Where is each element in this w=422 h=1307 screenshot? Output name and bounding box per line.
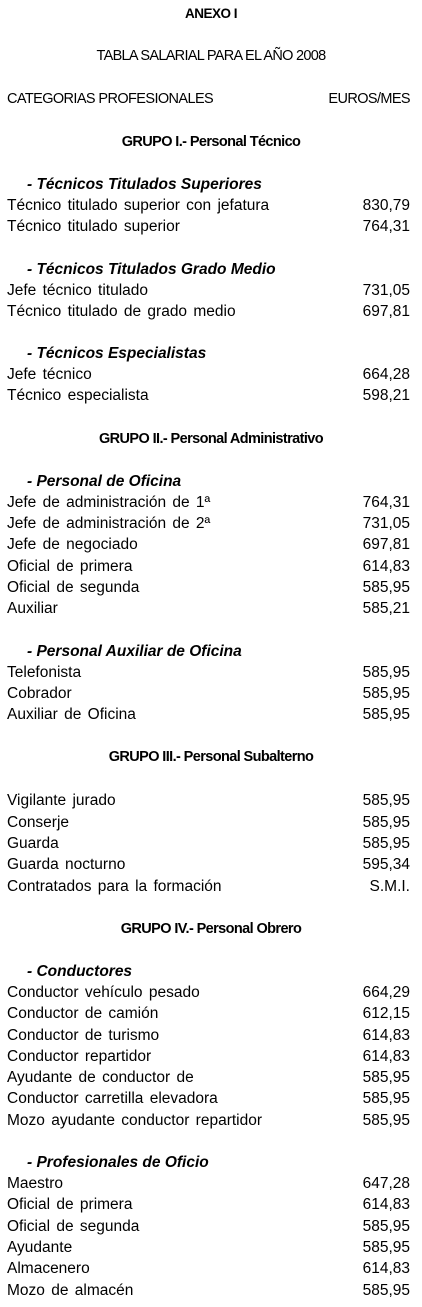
salary-value: 764,31: [362, 218, 410, 236]
category-label: Telefonista: [7, 663, 82, 681]
salary-value: 614,83: [362, 1047, 410, 1065]
column-header-amount: EUROS/MES: [328, 91, 410, 107]
salary-value: 731,05: [362, 281, 410, 299]
salary-value: 614,83: [362, 1196, 410, 1214]
category-label: Ayudante: [7, 1238, 73, 1256]
salary-value: 697,81: [362, 302, 410, 320]
section-subtitle: - Técnicos Titulados Grado Medio: [27, 260, 276, 278]
table-row: [0, 364, 422, 385]
table-row: [0, 492, 422, 513]
group-title: GRUPO I.- Personal Técnico: [121, 134, 301, 150]
salary-value: 585,95: [362, 1090, 410, 1108]
groups-container: [0, 132, 422, 1301]
column-header: [0, 89, 422, 110]
table-row: [0, 301, 422, 322]
category-label: Oficial de segunda: [7, 578, 140, 596]
category-label: Jefe de administración de 1ª: [7, 493, 211, 511]
salary-value: 585,21: [362, 600, 410, 618]
table-row: [0, 1088, 422, 1109]
category-label: Almacenero: [7, 1260, 90, 1278]
table-row: [0, 216, 422, 237]
table-row: [0, 812, 422, 833]
category-label: Técnico titulado de grado medio: [7, 302, 236, 320]
category-label: Maestro: [7, 1175, 63, 1193]
category-label: Mozo ayudante conductor repartidor: [7, 1111, 263, 1129]
table-row: [0, 195, 422, 216]
category-label: Conductor de camión: [7, 1005, 159, 1023]
section-subtitle: - Conductores: [27, 962, 133, 980]
table-row: [0, 1003, 422, 1024]
category-label: Contratados para la formación: [7, 877, 222, 895]
table-row: [0, 662, 422, 683]
table-row: [0, 280, 422, 301]
salary-value: 585,95: [362, 1069, 410, 1087]
group-title: GRUPO III.- Personal Subalterno: [108, 749, 314, 766]
table-row: [0, 1067, 422, 1088]
table-row: [0, 833, 422, 854]
table-row: [0, 1280, 422, 1301]
category-label: Jefe técnico titulado: [7, 281, 149, 299]
salary-value: 585,95: [362, 706, 410, 724]
table-row: [0, 982, 422, 1003]
table-row: [0, 1237, 422, 1258]
section-subtitle: - Técnicos Titulados Superiores: [27, 176, 262, 193]
category-label: Jefe de administración de 2ª: [7, 515, 211, 533]
page-title: ANEXO I: [184, 6, 237, 21]
salary-value: 585,95: [362, 1217, 410, 1235]
category-label: Vigilante jurado: [7, 792, 116, 810]
salary-value: 585,95: [362, 1281, 410, 1299]
column-header-category: CATEGORIAS PROFESIONALES: [7, 91, 214, 107]
category-label: Oficial de segunda: [7, 1217, 140, 1235]
group-title: GRUPO II.- Personal Administrativo: [99, 430, 323, 447]
salary-value: 585,95: [362, 835, 410, 853]
category-label: Técnico especialista: [7, 387, 149, 405]
salary-value: 614,83: [362, 557, 410, 575]
table-row: [0, 876, 422, 897]
category-label: Conductor carretilla elevadora: [7, 1090, 218, 1108]
salary-value: 614,83: [362, 1026, 410, 1044]
table-row: [0, 598, 422, 619]
salary-value: 764,31: [362, 493, 410, 511]
table-row: [0, 385, 422, 406]
section-subtitle: - Personal de Oficina: [27, 472, 182, 490]
salary-value: 731,05: [362, 515, 410, 533]
table-row: [0, 513, 422, 534]
section-subtitle: - Profesionales de Oficio: [27, 1154, 209, 1172]
category-label: Auxiliar de Oficina: [7, 706, 136, 724]
category-label: Guarda nocturno: [7, 856, 126, 874]
table-row: [0, 1216, 422, 1237]
group-title: GRUPO IV.- Personal Obrero: [120, 920, 302, 937]
salary-value: 595,34: [362, 856, 410, 874]
table-row: [0, 534, 422, 555]
category-label: Guarda: [7, 835, 59, 853]
salary-value: S.M.I.: [369, 877, 410, 895]
section-subtitle: - Personal Auxiliar de Oficina: [27, 642, 242, 660]
salary-value: 585,95: [362, 1238, 410, 1256]
table-row: [0, 1025, 422, 1046]
category-label: Oficial de primera: [7, 1196, 133, 1214]
category-label: Jefe de negociado: [7, 536, 138, 554]
category-label: Conductor de turismo: [7, 1026, 160, 1044]
salary-value: 830,79: [362, 197, 410, 214]
category-label: Oficial de primera: [7, 557, 133, 575]
table-row: [0, 1046, 422, 1067]
salary-value: 612,15: [362, 1005, 410, 1023]
category-label: Jefe técnico: [7, 366, 92, 384]
category-label: Mozo de almacén: [7, 1281, 134, 1299]
salary-value: 647,28: [362, 1175, 410, 1193]
salary-value: 585,95: [362, 663, 410, 681]
section-spacer: [0, 768, 422, 790]
category-label: Conductor vehículo pesado: [7, 983, 200, 1001]
table-row: [0, 1194, 422, 1215]
category-label: Ayudante de conductor de: [7, 1069, 194, 1087]
salary-value: 585,95: [362, 684, 410, 702]
table-subtitle: TABLA SALARIAL PARA EL AÑO 2008: [96, 48, 326, 64]
table-row: [0, 854, 422, 875]
category-label: Técnico titulado superior: [7, 218, 180, 236]
salary-value: 585,95: [362, 1111, 410, 1129]
category-label: Conductor repartidor: [7, 1047, 152, 1065]
salary-value: 614,83: [362, 1260, 410, 1278]
table-row: [0, 1110, 422, 1131]
salary-value: 664,28: [362, 366, 410, 384]
section-subtitle: - Técnicos Especialistas: [27, 345, 207, 363]
table-row: [0, 556, 422, 577]
category-label: Cobrador: [7, 684, 72, 702]
category-label: Conserje: [7, 813, 70, 831]
salary-value: 585,95: [362, 578, 410, 596]
category-label: Técnico titulado superior con jefatura: [7, 197, 270, 214]
category-label: Auxiliar: [7, 600, 58, 618]
salary-value: 598,21: [362, 387, 410, 405]
table-row: [0, 577, 422, 598]
salary-value: 585,95: [362, 813, 410, 831]
salary-table-page: [0, 3, 422, 1301]
salary-value: 664,29: [362, 983, 410, 1001]
table-row: [0, 683, 422, 704]
table-row: [0, 704, 422, 725]
salary-value: 697,81: [362, 536, 410, 554]
salary-value: 585,95: [362, 792, 410, 810]
table-row: [0, 790, 422, 811]
table-row: [0, 1173, 422, 1194]
table-row: [0, 1258, 422, 1279]
